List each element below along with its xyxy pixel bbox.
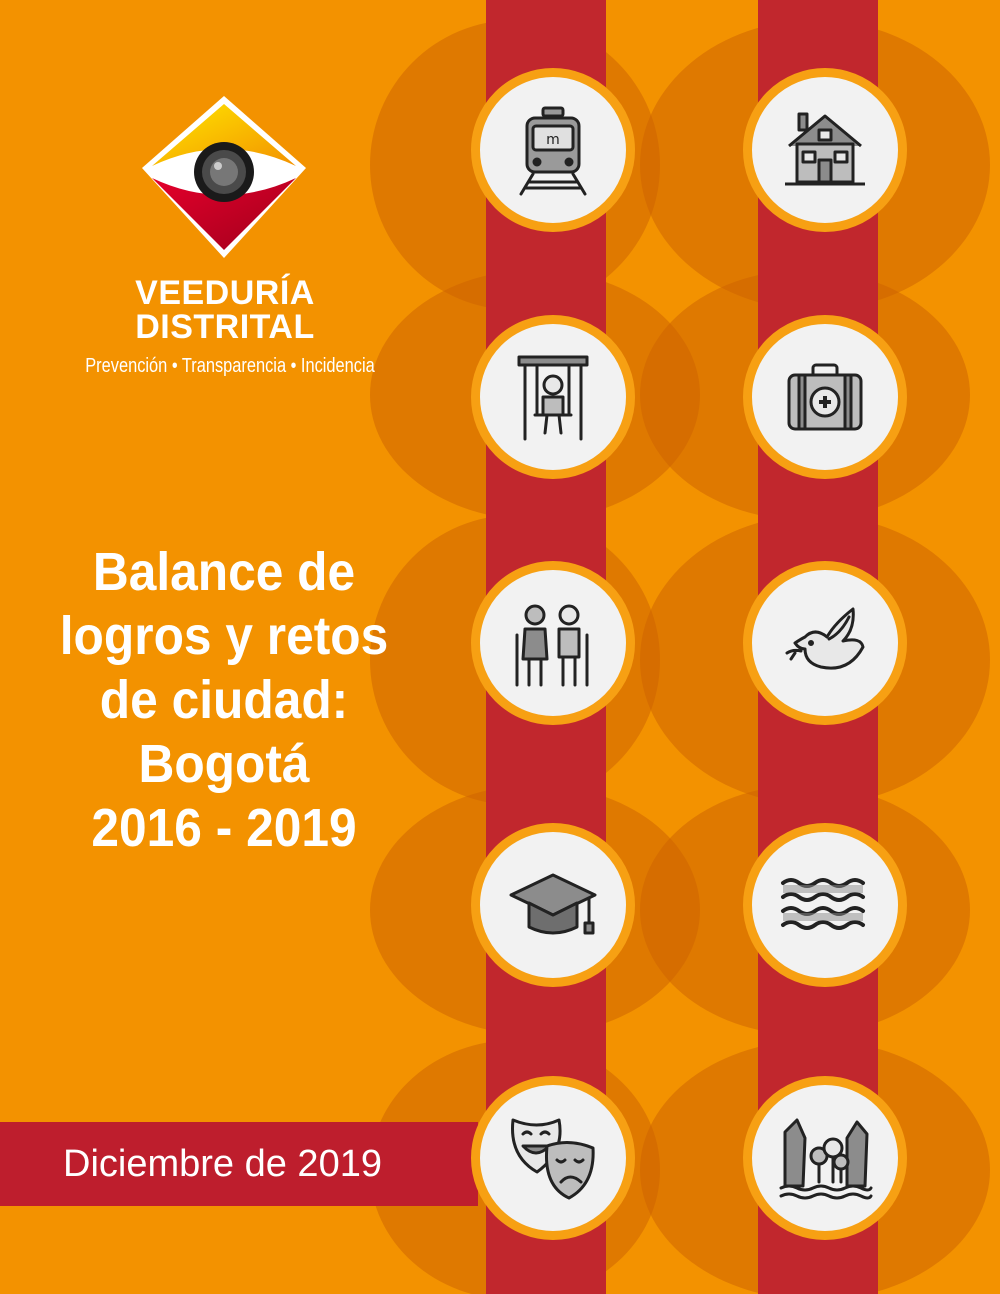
peace-dove-icon [743, 561, 907, 725]
veeduria-logo [138, 92, 310, 262]
child-swing-icon [471, 315, 635, 479]
org-tagline: Prevención • Transparencia • Incidencia [85, 355, 375, 377]
org-name-line1: VEEDURÍA [135, 274, 315, 312]
document-date: Diciembre de 2019 [63, 1143, 382, 1185]
water-waves-icon [743, 823, 907, 987]
first-aid-kit-icon [743, 315, 907, 479]
title-line: logros y retos [59, 606, 389, 666]
elderly-couple-icon [471, 561, 635, 725]
document-title [18, 540, 430, 860]
theater-masks-icon [471, 1076, 635, 1240]
title-line: Balance de [92, 542, 356, 602]
svg-text:m: m [546, 132, 560, 148]
house-icon [743, 68, 907, 232]
graduation-cap-icon [471, 823, 635, 987]
metro-train-icon [471, 68, 635, 232]
title-line: de ciudad: [99, 670, 349, 730]
title-line: 2016 - 2019 [91, 798, 357, 858]
org-name-line2: DISTRITAL [135, 308, 315, 346]
title-line: Bogotá [138, 734, 310, 794]
park-trees-icon [743, 1076, 907, 1240]
